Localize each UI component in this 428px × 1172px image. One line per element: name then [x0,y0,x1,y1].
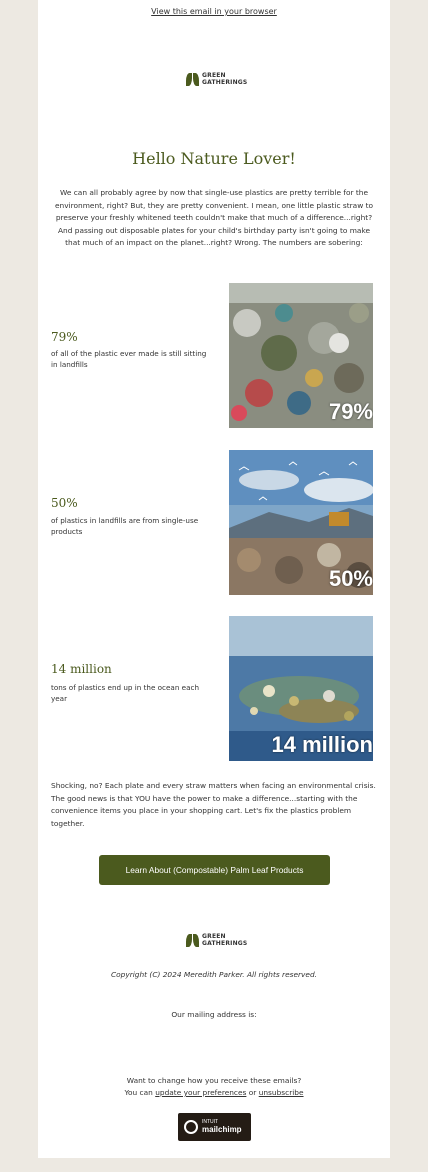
view-in-browser-link[interactable]: View this email in your browser [151,7,277,16]
photo-overlay-text: 50% [328,566,373,591]
mailchimp-badge[interactable] [178,1113,251,1141]
preferences-text: Want to change how you receive these emails? You can update your preferences or unsubscribe [124,1076,304,1097]
badge-line1: INTUIT [202,1119,219,1125]
logo-line2: GATHERINGS [202,79,248,86]
stat-description: of plastics in landfills are from single-use products [51,516,199,536]
logo-line2: GATHERINGS [202,940,248,947]
logo-line1: GREEN [202,72,226,79]
landfill-photo [229,283,373,428]
learn-more-button[interactable]: Learn About (Compostable) Palm Leaf Products [99,855,330,885]
stat-value: 79% [51,330,78,344]
intro-paragraph: We can all probably agree by now that single-use plastics are pretty terrible for the environment, right? But, they are pretty convenient. I mean, one little plastic straw to preserve your freshly whitened teeth couldn't make that much of a difference...right? And passing out disposable plates for your child's birthday party isn't going to make that much of an impact on the planet...right? Wrong. The numbers are sobering: [54,188,374,247]
update-preferences-link[interactable]: update your preferences [155,1088,247,1097]
greeting-heading: Hello Nature Lover! [132,149,296,168]
badge-line2: mailchimp [202,1125,242,1134]
ocean-plastic-photo [229,616,373,761]
mailchimp-logo-icon [184,1120,198,1134]
stat-description: of all of the plastic ever made is still sitting in landfills [51,349,207,369]
stat-value: 50% [51,496,78,510]
leaf-icon [186,934,199,947]
closing-paragraph: Shocking, no? Each plate and every straw matters when facing an environmental crisis. The good news is that YOU have the power to make a difference...starting with the convenience items you place in your shopping cart. Let's fix the plastics problem together. [51,781,376,828]
logo-line1: GREEN [202,933,226,940]
header-logo[interactable] [186,72,247,86]
leaf-icon [186,73,199,86]
email-container [38,0,390,1158]
footer-logo[interactable] [186,933,247,947]
landfill-birds-photo [229,450,373,595]
mailing-address-label: Our mailing address is: [171,1010,257,1019]
photo-overlay-text: 14 million [271,732,373,757]
stat-value: 14 million [51,662,112,676]
unsubscribe-link[interactable]: unsubscribe [258,1088,304,1097]
change-prompt: Want to change how you receive these emails? [126,1076,302,1085]
photo-overlay-text: 79% [328,399,373,424]
copyright-text: Copyright (C) 2024 Meredith Parker. All rights reserved. [110,970,318,979]
stat-description: tons of plastics end up in the ocean each year [51,683,200,703]
